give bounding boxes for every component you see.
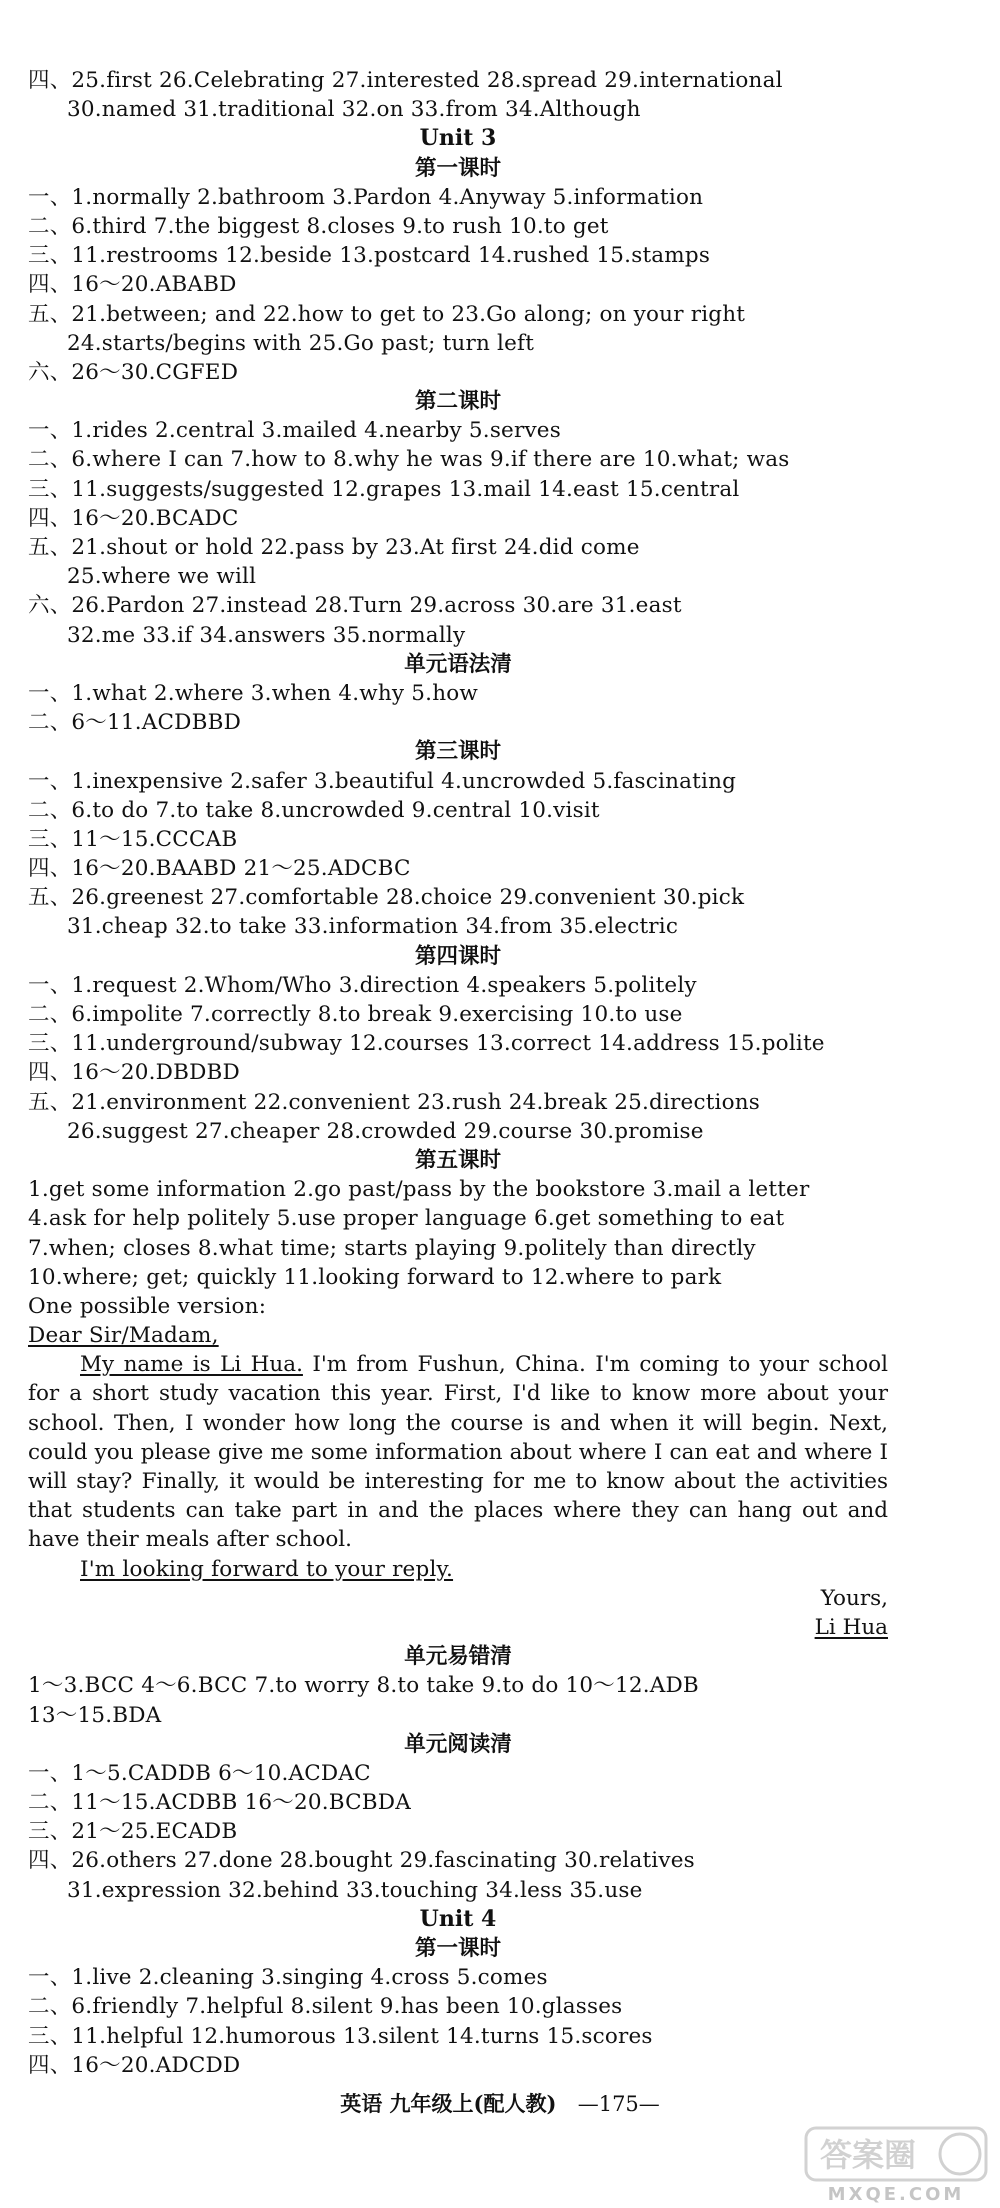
answer-line: 四、16～20.ADCDD [28, 2052, 241, 2078]
footer-subject: 英语 九年级上(配人教) [340, 2091, 557, 2116]
essay-text: I'm from Fushun, China. I'm coming to your school [302, 1352, 888, 1378]
essay-line: could you please give me some information about where I can eat and where I [28, 1439, 888, 1465]
section-heading: 单元易错清 [404, 1644, 512, 1670]
unit-heading: Unit 3 [419, 125, 497, 152]
section-heading: 第一课时 [414, 1936, 501, 1961]
answer-line: 二、6.to do 7.to take 8.uncrowded 9.central 10.visit [28, 797, 600, 823]
answer-line: 五、21.shout or hold 22.pass by 23.At first 24.did come [28, 535, 640, 560]
svg-text:答案圈: 答案圈 [819, 2136, 917, 2174]
answer-line: 二、6.friendly 7.helpful 8.silent 9.has been 10.glasses [28, 1994, 623, 2020]
answer-line: 三、11.restrooms 12.beside 13.postcard 14.rushed 15.stamps [28, 243, 711, 269]
section-heading: 第三课时 [414, 739, 501, 765]
answer-line: 7.when; closes 8.what time; starts playing 9.politely than directly [28, 1235, 756, 1261]
section-heading: 第四课时 [414, 943, 501, 969]
page-footer [0, 2088, 1000, 2118]
answer-line: 二、6.where I can 7.how to 8.why he was 9.if there are 10.what; was [28, 447, 790, 473]
essay-line: school. Then, I wonder how long the course is and when it will begin. Next, [28, 1410, 888, 1436]
answer-line: 三、11.underground/subway 12.courses 13.correct 14.address 15.polite [28, 1031, 825, 1057]
answer-line: 一、1.normally 2.bathroom 3.Pardon 4.Anyway 5.information [28, 184, 704, 210]
answer-line: 31.cheap 32.to take 33.information 34.from 35.electric [67, 914, 679, 940]
answer-line: 四、25.first 26.Celebrating 27.interested 28.spread 29.international [28, 68, 783, 93]
answer-line: 三、21～25.ECADB [28, 1819, 238, 1845]
section-heading: 第五课时 [414, 1147, 501, 1173]
answer-line: 30.named 31.traditional 32.on 33.from 34.Although [67, 97, 641, 123]
answer-line: 二、6.third 7.the biggest 8.closes 9.to rush 10.to get [28, 213, 609, 239]
answer-line: 26.suggest 27.cheaper 28.crowded 29.course 30.promise [67, 1118, 704, 1144]
essay-line [28, 1350, 888, 1379]
answer-line: 二、11～15.ACDBB 16～20.BCBDA [28, 1790, 411, 1816]
answer-line: 13～15.BDA [28, 1702, 162, 1728]
letter-salutation [28, 1321, 888, 1350]
answer-line: 二、6.impolite 7.correctly 8.to break 9.exercising 10.to use [28, 1002, 683, 1027]
unit-heading: Unit 4 [419, 1905, 497, 1932]
signature-name: Li Hua [814, 1614, 888, 1640]
essay-line: that students can take part in and the places where they can hang out and [28, 1498, 888, 1524]
answer-content [28, 66, 888, 2080]
answer-line: 五、21.between; and 22.how to get to 23.Go along; on your right [28, 301, 746, 327]
answer-line: 31.expression 32.behind 33.touching 34.less 35.use [67, 1877, 643, 1903]
answer-line: 六、26.Pardon 27.instead 28.Turn 29.across 30.are 31.east [28, 593, 682, 619]
section-heading: 单元阅读清 [404, 1731, 512, 1757]
answer-line: 1～3.BCC 4～6.BCC 7.to worry 8.to take 9.to do 10～12.ADB [28, 1673, 699, 1699]
answer-line: 32.me 33.if 34.answers 35.normally [67, 622, 466, 648]
answer-line: 四、16～20.BAABD 21～25.ADCBC [28, 856, 411, 882]
answer-line: 4.ask for help politely 5.use proper language 6.get something to eat [28, 1206, 785, 1232]
answer-line: 一、1.live 2.cleaning 3.singing 4.cross 5.comes [28, 1965, 548, 1991]
answer-line: 1.get some information 2.go past/pass by the bookstore 3.mail a letter [28, 1177, 810, 1203]
answer-line: 三、11～15.CCCAB [28, 826, 238, 852]
essay-line: for a short study vacation this year. First, I'd like to know more about your [28, 1381, 888, 1407]
letter-signature [28, 1613, 888, 1642]
answer-line: 一、1.what 2.where 3.when 4.why 5.how [28, 680, 478, 706]
answer-line: 五、21.environment 22.convenient 23.rush 24.break 25.directions [28, 1089, 761, 1115]
answer-line: 一、1.rides 2.central 3.mailed 4.nearby 5.serves [28, 418, 561, 444]
closing-text: I'm looking forward to your reply. [80, 1556, 454, 1582]
answer-line: 四、16～20.DBDBD [28, 1060, 240, 1086]
essay-line: have their meals after school. [28, 1527, 353, 1553]
answer-line: 一、1～5.CADDB 6～10.ACDAC [28, 1760, 371, 1786]
answer-line: 25.where we will [67, 564, 257, 590]
answer-line: 二、6～11.ACDBBD [28, 710, 242, 736]
answer-line: 三、11.suggests/suggested 12.grapes 13.mail 14.east 15.central [28, 476, 740, 502]
answer-line: One possible version: [28, 1293, 267, 1319]
answer-line: 一、1.request 2.Whom/Who 3.direction 4.speakers 5.politely [28, 972, 697, 998]
svg-text:MXQE.COM: MXQE.COM [827, 2184, 965, 2205]
letter-closing-line [28, 1555, 888, 1584]
answer-line: 六、26～30.CGFED [28, 359, 239, 385]
watermark-logo [796, 2120, 996, 2206]
essay-intro: My name is Li Hua. [80, 1352, 303, 1378]
letter-signoff: Yours, [820, 1585, 888, 1611]
section-heading: 第一课时 [414, 155, 501, 181]
answer-line: 四、26.others 27.done 28.bought 29.fascinating 30.relatives [28, 1848, 695, 1874]
answer-line: 24.starts/begins with 25.Go past; turn left [67, 330, 535, 356]
salutation-text: Dear Sir/Madam, [28, 1323, 219, 1349]
answer-line: 三、11.helpful 12.humorous 13.silent 14.turns 15.scores [28, 2023, 653, 2049]
answer-line: 四、16～20.ABABD [28, 272, 237, 298]
page-number: —175— [577, 2092, 660, 2116]
answer-line: 五、26.greenest 27.comfortable 28.choice 29.convenient 30.pick [28, 885, 745, 911]
section-heading: 第二课时 [414, 389, 501, 415]
answer-line: 10.where; get; quickly 11.looking forward to 12.where to park [28, 1264, 722, 1290]
answer-line: 四、16～20.BCADC [28, 505, 239, 531]
section-heading: 单元语法清 [404, 651, 512, 677]
answer-line: 一、1.inexpensive 2.safer 3.beautiful 4.uncrowded 5.fascinating [28, 768, 737, 794]
essay-line: will stay? Finally, it would be interesting for me to know about the activities [28, 1469, 888, 1494]
